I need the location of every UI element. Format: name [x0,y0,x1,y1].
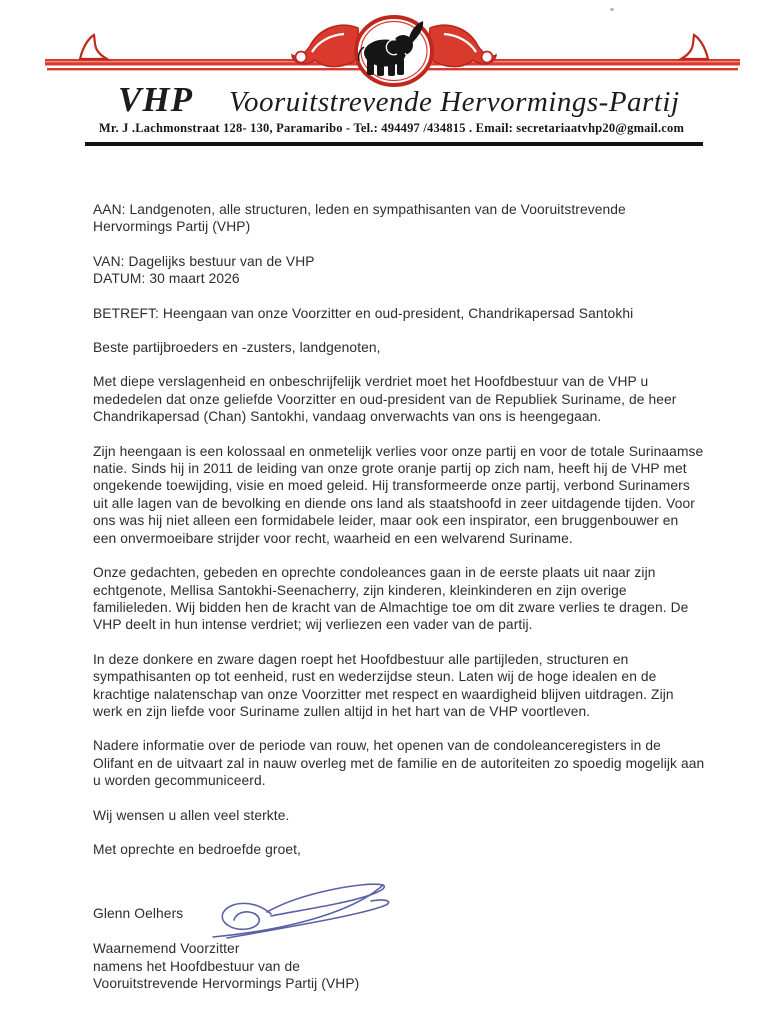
sign-off [93,940,705,992]
party-acronym: VHP [118,80,193,119]
letter-body [0,147,775,993]
body-paragraph: Met diepe verslagenheid en onbeschrijfelijk verdriet moet het Hoofdbestuur van de VHP u mededelen dat onze geliefde Voorzitter en oud-president van de Republiek Suriname, de heer Chandrikapersad (Chan) Santokhi, vandaag onverwachts van ons is heengegaan. [93,374,677,425]
handwritten-signature-icon [205,879,397,941]
body-paragraph: Nadere informatie over de periode van rouw, het openen van de condoleanceregisters in de Olifant en de uitvaart zal in nauw overleg met de familie en de autoriteiten zo spoedig mogelijk aan u worden gecommuniceerd. [93,738,705,789]
address-line: Mr. J .Lachmonstraat 128- 130, Paramaribo - Tel.: 494497 /434815 . Email: secretariaatvhp20@gmail.com [98,121,685,135]
banner-flourish-left [80,35,107,59]
brand-row [118,80,680,120]
closing-block [93,841,705,993]
body-paragraph: In deze donkere en zware dagen roept het Hoofdbestuur alle partijleden, structuren en sympathisanten op tot eenheid, rust en wederzijdse steun. Laten wij de hoge idealen en de krachtige nalatenschap van onze Voorzitter met respect en waardigheid blijven uitdragen. Zijn werk en zijn liefde voor Suriname zullen altijd in het hart van de VHP voortleven. [93,651,674,719]
on-behalf-line: namens het Hoofdbestuur van de [93,958,301,974]
signer-title: Waarnemend Voorzitter [93,941,240,957]
body-paragraph: Zijn heengaan is een kolossaal en onmetelijk verlies voor onze partij en voor de totale Surinaamse natie. Sinds hij in 2011 de leiding van onze grote oranje partij op zich nam, heeft hij de VHP met ongekende toewijding, visie en moed geleid. Hij transformeerde onze partij, verbond Surinamers uit alle lagen van de bevolking en diende ons land als staatshoofd in zeer uitdagende tijden. Voor ons was hij niet alleen een formidabele leider, maar ook een inspirator, een bruggenbouwer en een onvermoeibare strijder voor recht, waarheid en een welvarend Suriname. [93,443,704,546]
party-name: Vooruitstrevende Hervormings-Partij [228,86,680,118]
meta-datum: DATUM: 30 maart 2026 [93,271,240,287]
header-divider [85,142,703,146]
signer-name: Glenn Oelhers [93,906,184,922]
on-behalf-line: Vooruitstrevende Hervormings Partij (VHP) [93,976,360,992]
signature-area [93,875,705,940]
letterhead [0,0,783,147]
closing-salutation: Met oprechte en bedroefde groet, [93,841,301,857]
salutation: Beste partijbroeders en -zusters, landgenoten, [93,340,381,356]
banner-flourish-right [681,35,708,59]
scan-speck [610,8,614,11]
meta-van: VAN: Dagelijks bestuur van de VHP [93,253,315,269]
body-paragraph: Onze gedachten, gebeden en oprechte condoleances gaan in de eerste plaats uit naar zijn echtgenote, Mellisa Santokhi-Seenacherry, zijn kinderen, kleinkinderen en zijn overige familieleden. Wij bidden hen de kracht van de Almachtige toe om dit zware verlies te dragen. De VHP deelt in hun intense verdriet; wij verliezen een vader van de partij. [93,565,689,633]
meta-betreft: BETREFT: Heengaan van onze Voorzitter en oud-president, Chandrikapersad Santokhi [93,305,634,321]
meta-aan: AAN: Landgenoten, alle structuren, leden en sympathisanten van de Vooruitstrevende Hervormings Partij (VHP) [93,202,626,235]
closing-wish: Wij wensen u allen veel sterkte. [93,807,290,823]
meta-van-datum [93,253,705,288]
